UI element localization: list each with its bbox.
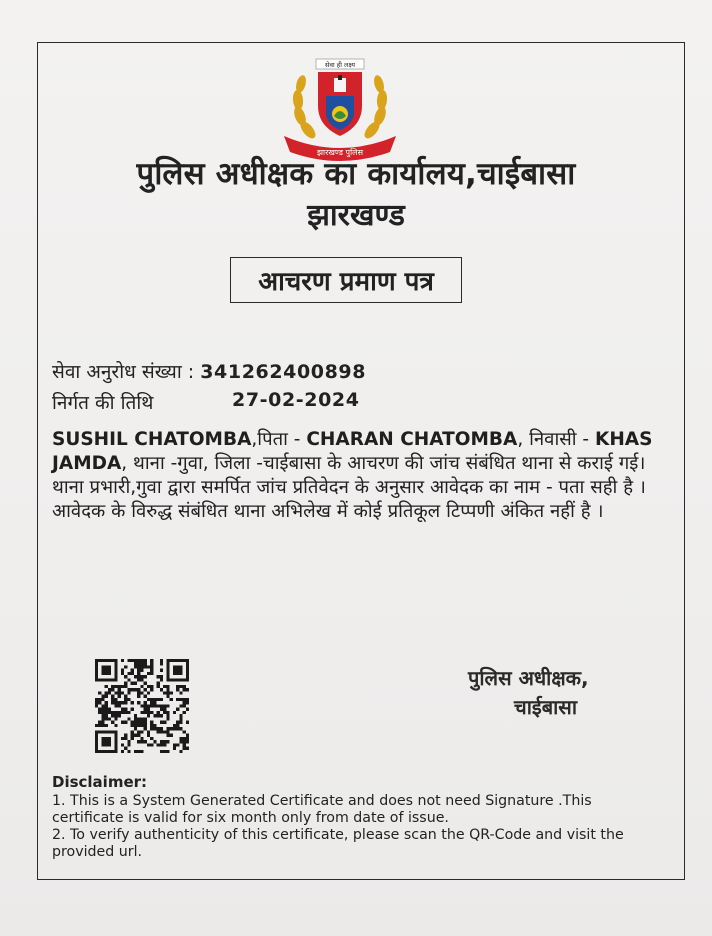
applicant-name: SUSHIL CHATOMBA	[52, 429, 252, 450]
jharkhand-police-emblem	[278, 56, 402, 166]
disclaimer-text	[52, 793, 652, 861]
certificate-title	[230, 257, 462, 303]
signatory-designation: पुलिस अधीक्षक,	[468, 666, 589, 690]
request-number-label: सेवा अनुरोध संख्या :	[52, 361, 195, 383]
village-name: KHAS JAMDA	[52, 429, 653, 474]
emblem-ribbon-text: झारखण्ड पुलिस	[316, 148, 364, 157]
body-statement: , थाना -गुवा, जिला -चाईबासा के आचरण की जांच संबंधित थाना से कराई गई। थाना प्रभारी,गुवा द्वारा समर्पित जांच प्रतिवेदन के अनुसार आवेदक का नाम - पता सही है । आवेदक के विरुद्ध संबंधित थाना अभिलेख में कोई प्रतिकूल टिप्पणी अंकित नहीं है ।	[52, 453, 646, 522]
issue-date-row	[52, 389, 360, 415]
state-title: झारखण्ड	[307, 198, 405, 233]
disclaimer-title: Disclaimer:	[52, 773, 148, 791]
request-number-value: 341262400898	[200, 361, 367, 383]
disclaimer-line-1: 1. This is a System Generated Certificate and does not need Signature .This certificate is valid for six month only from date of issue.	[52, 793, 592, 826]
father-name: CHARAN CHATOMBA	[306, 429, 518, 450]
certificate-body	[52, 428, 672, 524]
issue-date-label: निर्गत की तिथि	[52, 392, 154, 414]
father-label: ,पिता -	[251, 429, 307, 450]
emblem-top-text: सेवा ही लक्ष्य	[324, 61, 356, 69]
issue-date-value: 27-02-2024	[232, 389, 360, 411]
certificate-title-text: आचरण प्रमाण पत्र	[258, 267, 434, 297]
disclaimer-line-2: 2. To verify authenticity of this certificate, please scan the QR-Code and visit the provided url.	[52, 827, 624, 860]
request-number-row	[52, 358, 366, 384]
verification-qr-code[interactable]	[95, 659, 189, 753]
signatory-place: चाईबासा	[514, 695, 577, 719]
office-title: पुलिस अधीक्षक का कार्यालय,चाईबासा	[136, 156, 576, 192]
resident-label: , निवासी -	[517, 429, 595, 450]
